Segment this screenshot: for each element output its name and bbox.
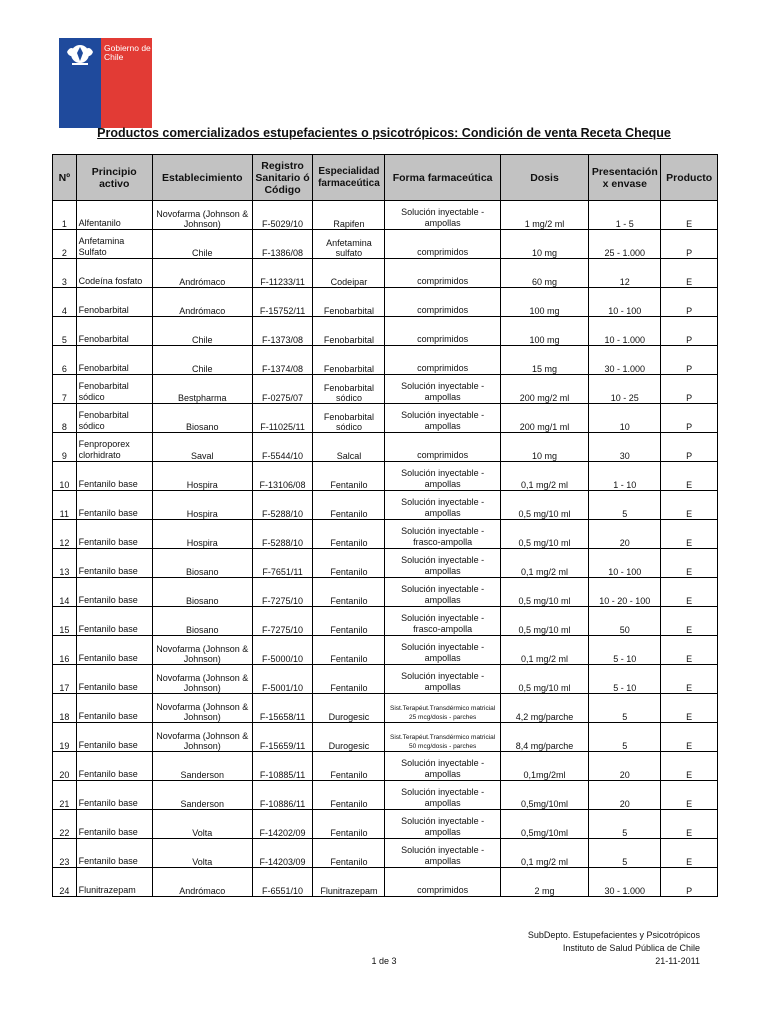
cell-especialidad: Salcal: [313, 433, 385, 462]
cell-dosis: 0,1 mg/2 ml: [500, 636, 589, 665]
cell-forma: Solución inyectable - ampollas: [385, 404, 500, 433]
cell-presentacion: 5: [589, 694, 661, 723]
cell-presentacion: 30 - 1.000: [589, 346, 661, 375]
cell-forma: Solución inyectable - ampollas: [385, 462, 500, 491]
table-row: [53, 375, 718, 404]
cell-n: 19: [53, 723, 77, 752]
cell-forma: comprimidos: [385, 346, 500, 375]
cell-dosis: 60 mg: [500, 259, 589, 288]
cell-forma: Solución inyectable - ampollas: [385, 665, 500, 694]
cell-dosis: 8,4 mg/parche: [500, 723, 589, 752]
table-row: [53, 636, 718, 665]
cell-producto: E: [661, 636, 718, 665]
cell-forma: Solución inyectable - ampollas: [385, 578, 500, 607]
cell-principio: Flunitrazepam: [76, 868, 152, 897]
cell-n: 14: [53, 578, 77, 607]
table-row: [53, 491, 718, 520]
cell-producto: E: [661, 839, 718, 868]
cell-principio: Fentanilo base: [76, 636, 152, 665]
cell-presentacion: 12: [589, 259, 661, 288]
cell-forma: comprimidos: [385, 868, 500, 897]
cell-especialidad: Fentanilo: [313, 520, 385, 549]
table-row: [53, 404, 718, 433]
cell-registro: F-1374/08: [252, 346, 313, 375]
cell-producto: P: [661, 375, 718, 404]
cell-producto: E: [661, 810, 718, 839]
cell-n: 21: [53, 781, 77, 810]
footer-institute: Instituto de Salud Pública de Chile: [562, 943, 700, 953]
cell-registro: F-7651/11: [252, 549, 313, 578]
table-row: [53, 462, 718, 491]
gobierno-logo: [59, 38, 152, 128]
table-row: [53, 694, 718, 723]
cell-presentacion: 20: [589, 781, 661, 810]
cell-producto: P: [661, 317, 718, 346]
cell-establecimiento: Novofarma (Johnson & Johnson): [152, 636, 252, 665]
cell-presentacion: 5: [589, 723, 661, 752]
table-row: [53, 549, 718, 578]
table-row: [53, 781, 718, 810]
cell-dosis: 0,1 mg/2 ml: [500, 839, 589, 868]
table-row: [53, 868, 718, 897]
cell-establecimiento: Biosano: [152, 578, 252, 607]
cell-establecimiento: Novofarma (Johnson & Johnson): [152, 201, 252, 230]
cell-forma: comprimidos: [385, 288, 500, 317]
cell-n: 2: [53, 230, 77, 259]
cell-dosis: 10 mg: [500, 433, 589, 462]
page-number: 1 de 3: [371, 956, 397, 966]
cell-n: 10: [53, 462, 77, 491]
cell-establecimiento: Biosano: [152, 549, 252, 578]
cell-presentacion: 20: [589, 520, 661, 549]
cell-dosis: 100 mg: [500, 317, 589, 346]
cell-registro: F-5288/10: [252, 491, 313, 520]
col-header-presentacion: Presentación x envase: [589, 155, 661, 201]
cell-presentacion: 50: [589, 607, 661, 636]
cell-establecimiento: Novofarma (Johnson & Johnson): [152, 694, 252, 723]
cell-dosis: 0,5mg/10ml: [500, 781, 589, 810]
cell-establecimiento: Chile: [152, 346, 252, 375]
cell-producto: E: [661, 462, 718, 491]
cell-forma: Solución inyectable - ampollas: [385, 781, 500, 810]
cell-presentacion: 10 - 100: [589, 288, 661, 317]
footer-date: 21-11-2011: [655, 956, 700, 966]
cell-principio: Fentanilo base: [76, 810, 152, 839]
cell-registro: F-15752/11: [252, 288, 313, 317]
cell-presentacion: 5: [589, 810, 661, 839]
table-row: [53, 259, 718, 288]
table-row: [53, 230, 718, 259]
col-header-especialidad: Especialidad farmaceútica: [313, 155, 385, 201]
cell-especialidad: Fenobarbital sódico: [313, 375, 385, 404]
cell-registro: F-5544/10: [252, 433, 313, 462]
cell-n: 4: [53, 288, 77, 317]
cell-producto: P: [661, 868, 718, 897]
cell-especialidad: Fenobarbital sódico: [313, 404, 385, 433]
cell-especialidad: Fentanilo: [313, 636, 385, 665]
cell-registro: F-1386/08: [252, 230, 313, 259]
cell-registro: F-5288/10: [252, 520, 313, 549]
page-title: Productos comercializados estupefacientes o psicotrópicos: Condición de venta Receta Cheque: [97, 126, 671, 140]
cell-forma: Solución inyectable - ampollas: [385, 636, 500, 665]
cell-producto: P: [661, 288, 718, 317]
cell-forma: comprimidos: [385, 433, 500, 462]
cell-especialidad: Fentanilo: [313, 578, 385, 607]
cell-especialidad: Fenobarbital: [313, 288, 385, 317]
cell-dosis: 0,5 mg/10 ml: [500, 491, 589, 520]
cell-presentacion: 10: [589, 404, 661, 433]
cell-presentacion: 1 - 5: [589, 201, 661, 230]
cell-principio: Fenobarbital sódico: [76, 404, 152, 433]
cell-establecimiento: Sanderson: [152, 781, 252, 810]
col-header-principio: Principio activo: [76, 155, 152, 201]
cell-n: 15: [53, 607, 77, 636]
cell-producto: E: [661, 491, 718, 520]
cell-registro: F-14203/09: [252, 839, 313, 868]
cell-registro: F-13106/08: [252, 462, 313, 491]
cell-registro: F-5000/10: [252, 636, 313, 665]
cell-establecimiento: Andrómaco: [152, 259, 252, 288]
cell-n: 13: [53, 549, 77, 578]
cell-producto: E: [661, 549, 718, 578]
cell-especialidad: Rapifen: [313, 201, 385, 230]
cell-n: 7: [53, 375, 77, 404]
cell-n: 1: [53, 201, 77, 230]
footer-department: SubDepto. Estupefacientes y Psicotrópicos: [527, 930, 700, 940]
cell-dosis: 0,5 mg/10 ml: [500, 607, 589, 636]
cell-dosis: 10 mg: [500, 230, 589, 259]
cell-presentacion: 5 - 10: [589, 636, 661, 665]
cell-especialidad: Durogesic: [313, 694, 385, 723]
cell-establecimiento: Chile: [152, 230, 252, 259]
cell-forma: Solución inyectable - ampollas: [385, 201, 500, 230]
cell-especialidad: Fentanilo: [313, 462, 385, 491]
cell-especialidad: Anfetamina sulfato: [313, 230, 385, 259]
cell-registro: F-10886/11: [252, 781, 313, 810]
col-header-producto: Producto: [661, 155, 718, 201]
cell-establecimiento: Hospira: [152, 520, 252, 549]
table-header-row: [53, 155, 718, 201]
col-header-establecimiento: Establecimiento: [152, 155, 252, 201]
cell-forma: Solución inyectable - ampollas: [385, 491, 500, 520]
cell-producto: E: [661, 781, 718, 810]
cell-presentacion: 5 - 10: [589, 665, 661, 694]
cell-producto: P: [661, 404, 718, 433]
cell-registro: F-7275/10: [252, 578, 313, 607]
cell-especialidad: Fentanilo: [313, 810, 385, 839]
cell-registro: F-5001/10: [252, 665, 313, 694]
cell-dosis: 4,2 mg/parche: [500, 694, 589, 723]
cell-producto: P: [661, 433, 718, 462]
cell-n: 11: [53, 491, 77, 520]
cell-establecimiento: Novofarma (Johnson & Johnson): [152, 665, 252, 694]
cell-especialidad: Fentanilo: [313, 665, 385, 694]
cell-presentacion: 10 - 25: [589, 375, 661, 404]
cell-presentacion: 10 - 20 - 100: [589, 578, 661, 607]
cell-forma: Solución inyectable - ampollas: [385, 810, 500, 839]
products-table: [52, 154, 718, 897]
cell-establecimiento: Volta: [152, 810, 252, 839]
cell-establecimiento: Volta: [152, 839, 252, 868]
cell-dosis: 0,5 mg/10 ml: [500, 665, 589, 694]
col-header-registro: Registro Sanitario ó Código: [252, 155, 313, 201]
cell-especialidad: Fentanilo: [313, 491, 385, 520]
cell-especialidad: Fenobarbital: [313, 346, 385, 375]
cell-principio: Fentanilo base: [76, 723, 152, 752]
cell-n: 23: [53, 839, 77, 868]
cell-especialidad: Fenobarbital: [313, 317, 385, 346]
cell-forma: Sist.Terapéut.Transdérmico matricial 25 mcg/dosis - parches: [385, 694, 500, 723]
cell-producto: E: [661, 694, 718, 723]
cell-establecimiento: Andrómaco: [152, 868, 252, 897]
cell-dosis: 200 mg/1 ml: [500, 404, 589, 433]
cell-n: 9: [53, 433, 77, 462]
cell-n: 17: [53, 665, 77, 694]
cell-principio: Fentanilo base: [76, 781, 152, 810]
cell-forma: Solución inyectable - ampollas: [385, 752, 500, 781]
cell-forma: comprimidos: [385, 230, 500, 259]
cell-especialidad: Fentanilo: [313, 549, 385, 578]
cell-n: 24: [53, 868, 77, 897]
cell-principio: Fentanilo base: [76, 549, 152, 578]
cell-dosis: 100 mg: [500, 288, 589, 317]
cell-establecimiento: Hospira: [152, 491, 252, 520]
cell-dosis: 0,5mg/10ml: [500, 810, 589, 839]
cell-establecimiento: Novofarma (Johnson & Johnson): [152, 723, 252, 752]
cell-principio: Fentanilo base: [76, 520, 152, 549]
cell-dosis: 0,1 mg/2 ml: [500, 462, 589, 491]
table-row: [53, 752, 718, 781]
cell-principio: Fenobarbital: [76, 288, 152, 317]
table-row: [53, 723, 718, 752]
cell-producto: E: [661, 607, 718, 636]
cell-establecimiento: Saval: [152, 433, 252, 462]
cell-principio: Codeína fosfato: [76, 259, 152, 288]
cell-registro: F-15659/11: [252, 723, 313, 752]
cell-presentacion: 5: [589, 839, 661, 868]
table-row: [53, 810, 718, 839]
cell-principio: Fentanilo base: [76, 839, 152, 868]
cell-establecimiento: Biosano: [152, 607, 252, 636]
cell-establecimiento: Biosano: [152, 404, 252, 433]
table-row: [53, 520, 718, 549]
cell-dosis: 0,5 mg/10 ml: [500, 520, 589, 549]
cell-producto: E: [661, 520, 718, 549]
cell-producto: P: [661, 230, 718, 259]
logo-blue-panel: [59, 38, 101, 128]
cell-producto: E: [661, 578, 718, 607]
cell-dosis: 15 mg: [500, 346, 589, 375]
cell-producto: E: [661, 201, 718, 230]
cell-registro: F-11233/11: [252, 259, 313, 288]
cell-principio: Fenobarbital: [76, 346, 152, 375]
cell-presentacion: 30 - 1.000: [589, 868, 661, 897]
cell-registro: F-7275/10: [252, 607, 313, 636]
table-row: [53, 665, 718, 694]
cell-principio: Fentanilo base: [76, 578, 152, 607]
col-header-n: Nº: [53, 155, 77, 201]
logo-text: Gobierno de Chile: [104, 43, 151, 62]
cell-presentacion: 5: [589, 491, 661, 520]
cell-forma: comprimidos: [385, 259, 500, 288]
table-row: [53, 288, 718, 317]
cell-principio: Fentanilo base: [76, 752, 152, 781]
cell-registro: F-10885/11: [252, 752, 313, 781]
cell-especialidad: Codeipar: [313, 259, 385, 288]
cell-presentacion: 10 - 1.000: [589, 317, 661, 346]
cell-presentacion: 25 - 1.000: [589, 230, 661, 259]
cell-forma: Solución inyectable - frasco-ampolla: [385, 607, 500, 636]
cell-forma: Solución inyectable - ampollas: [385, 549, 500, 578]
cell-forma: comprimidos: [385, 317, 500, 346]
cell-principio: Alfentanilo: [76, 201, 152, 230]
cell-dosis: 0,5 mg/10 ml: [500, 578, 589, 607]
cell-principio: Fentanilo base: [76, 491, 152, 520]
cell-principio: Anfetamina Sulfato: [76, 230, 152, 259]
col-header-dosis: Dosis: [500, 155, 589, 201]
cell-establecimiento: Sanderson: [152, 752, 252, 781]
cell-forma: Solución inyectable - ampollas: [385, 375, 500, 404]
cell-presentacion: 10 - 100: [589, 549, 661, 578]
cell-dosis: 200 mg/2 ml: [500, 375, 589, 404]
cell-producto: E: [661, 723, 718, 752]
cell-especialidad: Flunitrazepam: [313, 868, 385, 897]
cell-dosis: 0,1mg/2ml: [500, 752, 589, 781]
cell-producto: E: [661, 665, 718, 694]
cell-forma: Solución inyectable - frasco-ampolla: [385, 520, 500, 549]
cell-establecimiento: Chile: [152, 317, 252, 346]
cell-establecimiento: Andrómaco: [152, 288, 252, 317]
cell-forma: Sist.Terapéut.Transdérmico matricial 50 mcg/dosis - parches: [385, 723, 500, 752]
cell-registro: F-0275/07: [252, 375, 313, 404]
cell-registro: F-6551/10: [252, 868, 313, 897]
table-row: [53, 433, 718, 462]
cell-n: 5: [53, 317, 77, 346]
cell-especialidad: Fentanilo: [313, 752, 385, 781]
cell-presentacion: 20: [589, 752, 661, 781]
table-row: [53, 201, 718, 230]
cell-dosis: 2 mg: [500, 868, 589, 897]
cell-producto: E: [661, 752, 718, 781]
cell-registro: F-5029/10: [252, 201, 313, 230]
cell-n: 18: [53, 694, 77, 723]
cell-n: 20: [53, 752, 77, 781]
cell-principio: Fenproporex clorhidrato: [76, 433, 152, 462]
cell-producto: E: [661, 259, 718, 288]
cell-registro: F-15658/11: [252, 694, 313, 723]
cell-n: 12: [53, 520, 77, 549]
cell-especialidad: Fentanilo: [313, 839, 385, 868]
cell-principio: Fenobarbital sódico: [76, 375, 152, 404]
cell-especialidad: Fentanilo: [313, 781, 385, 810]
cell-dosis: 1 mg/2 ml: [500, 201, 589, 230]
table-row: [53, 346, 718, 375]
table-row: [53, 607, 718, 636]
cell-principio: Fenobarbital: [76, 317, 152, 346]
cell-n: 22: [53, 810, 77, 839]
coat-of-arms-icon: [64, 42, 96, 68]
cell-principio: Fentanilo base: [76, 462, 152, 491]
cell-principio: Fentanilo base: [76, 607, 152, 636]
cell-principio: Fentanilo base: [76, 694, 152, 723]
cell-presentacion: 1 - 10: [589, 462, 661, 491]
cell-presentacion: 30: [589, 433, 661, 462]
cell-n: 8: [53, 404, 77, 433]
cell-n: 3: [53, 259, 77, 288]
cell-establecimiento: Hospira: [152, 462, 252, 491]
table-row: [53, 578, 718, 607]
cell-registro: F-14202/09: [252, 810, 313, 839]
cell-registro: F-11025/11: [252, 404, 313, 433]
cell-n: 6: [53, 346, 77, 375]
cell-especialidad: Durogesic: [313, 723, 385, 752]
table-row: [53, 317, 718, 346]
cell-establecimiento: Bestpharma: [152, 375, 252, 404]
table-row: [53, 839, 718, 868]
cell-n: 16: [53, 636, 77, 665]
cell-dosis: 0,1 mg/2 ml: [500, 549, 589, 578]
cell-forma: Solución inyectable - ampollas: [385, 839, 500, 868]
cell-producto: P: [661, 346, 718, 375]
col-header-forma: Forma farmaceútica: [385, 155, 500, 201]
cell-especialidad: Fentanilo: [313, 607, 385, 636]
cell-principio: Fentanilo base: [76, 665, 152, 694]
cell-registro: F-1373/08: [252, 317, 313, 346]
